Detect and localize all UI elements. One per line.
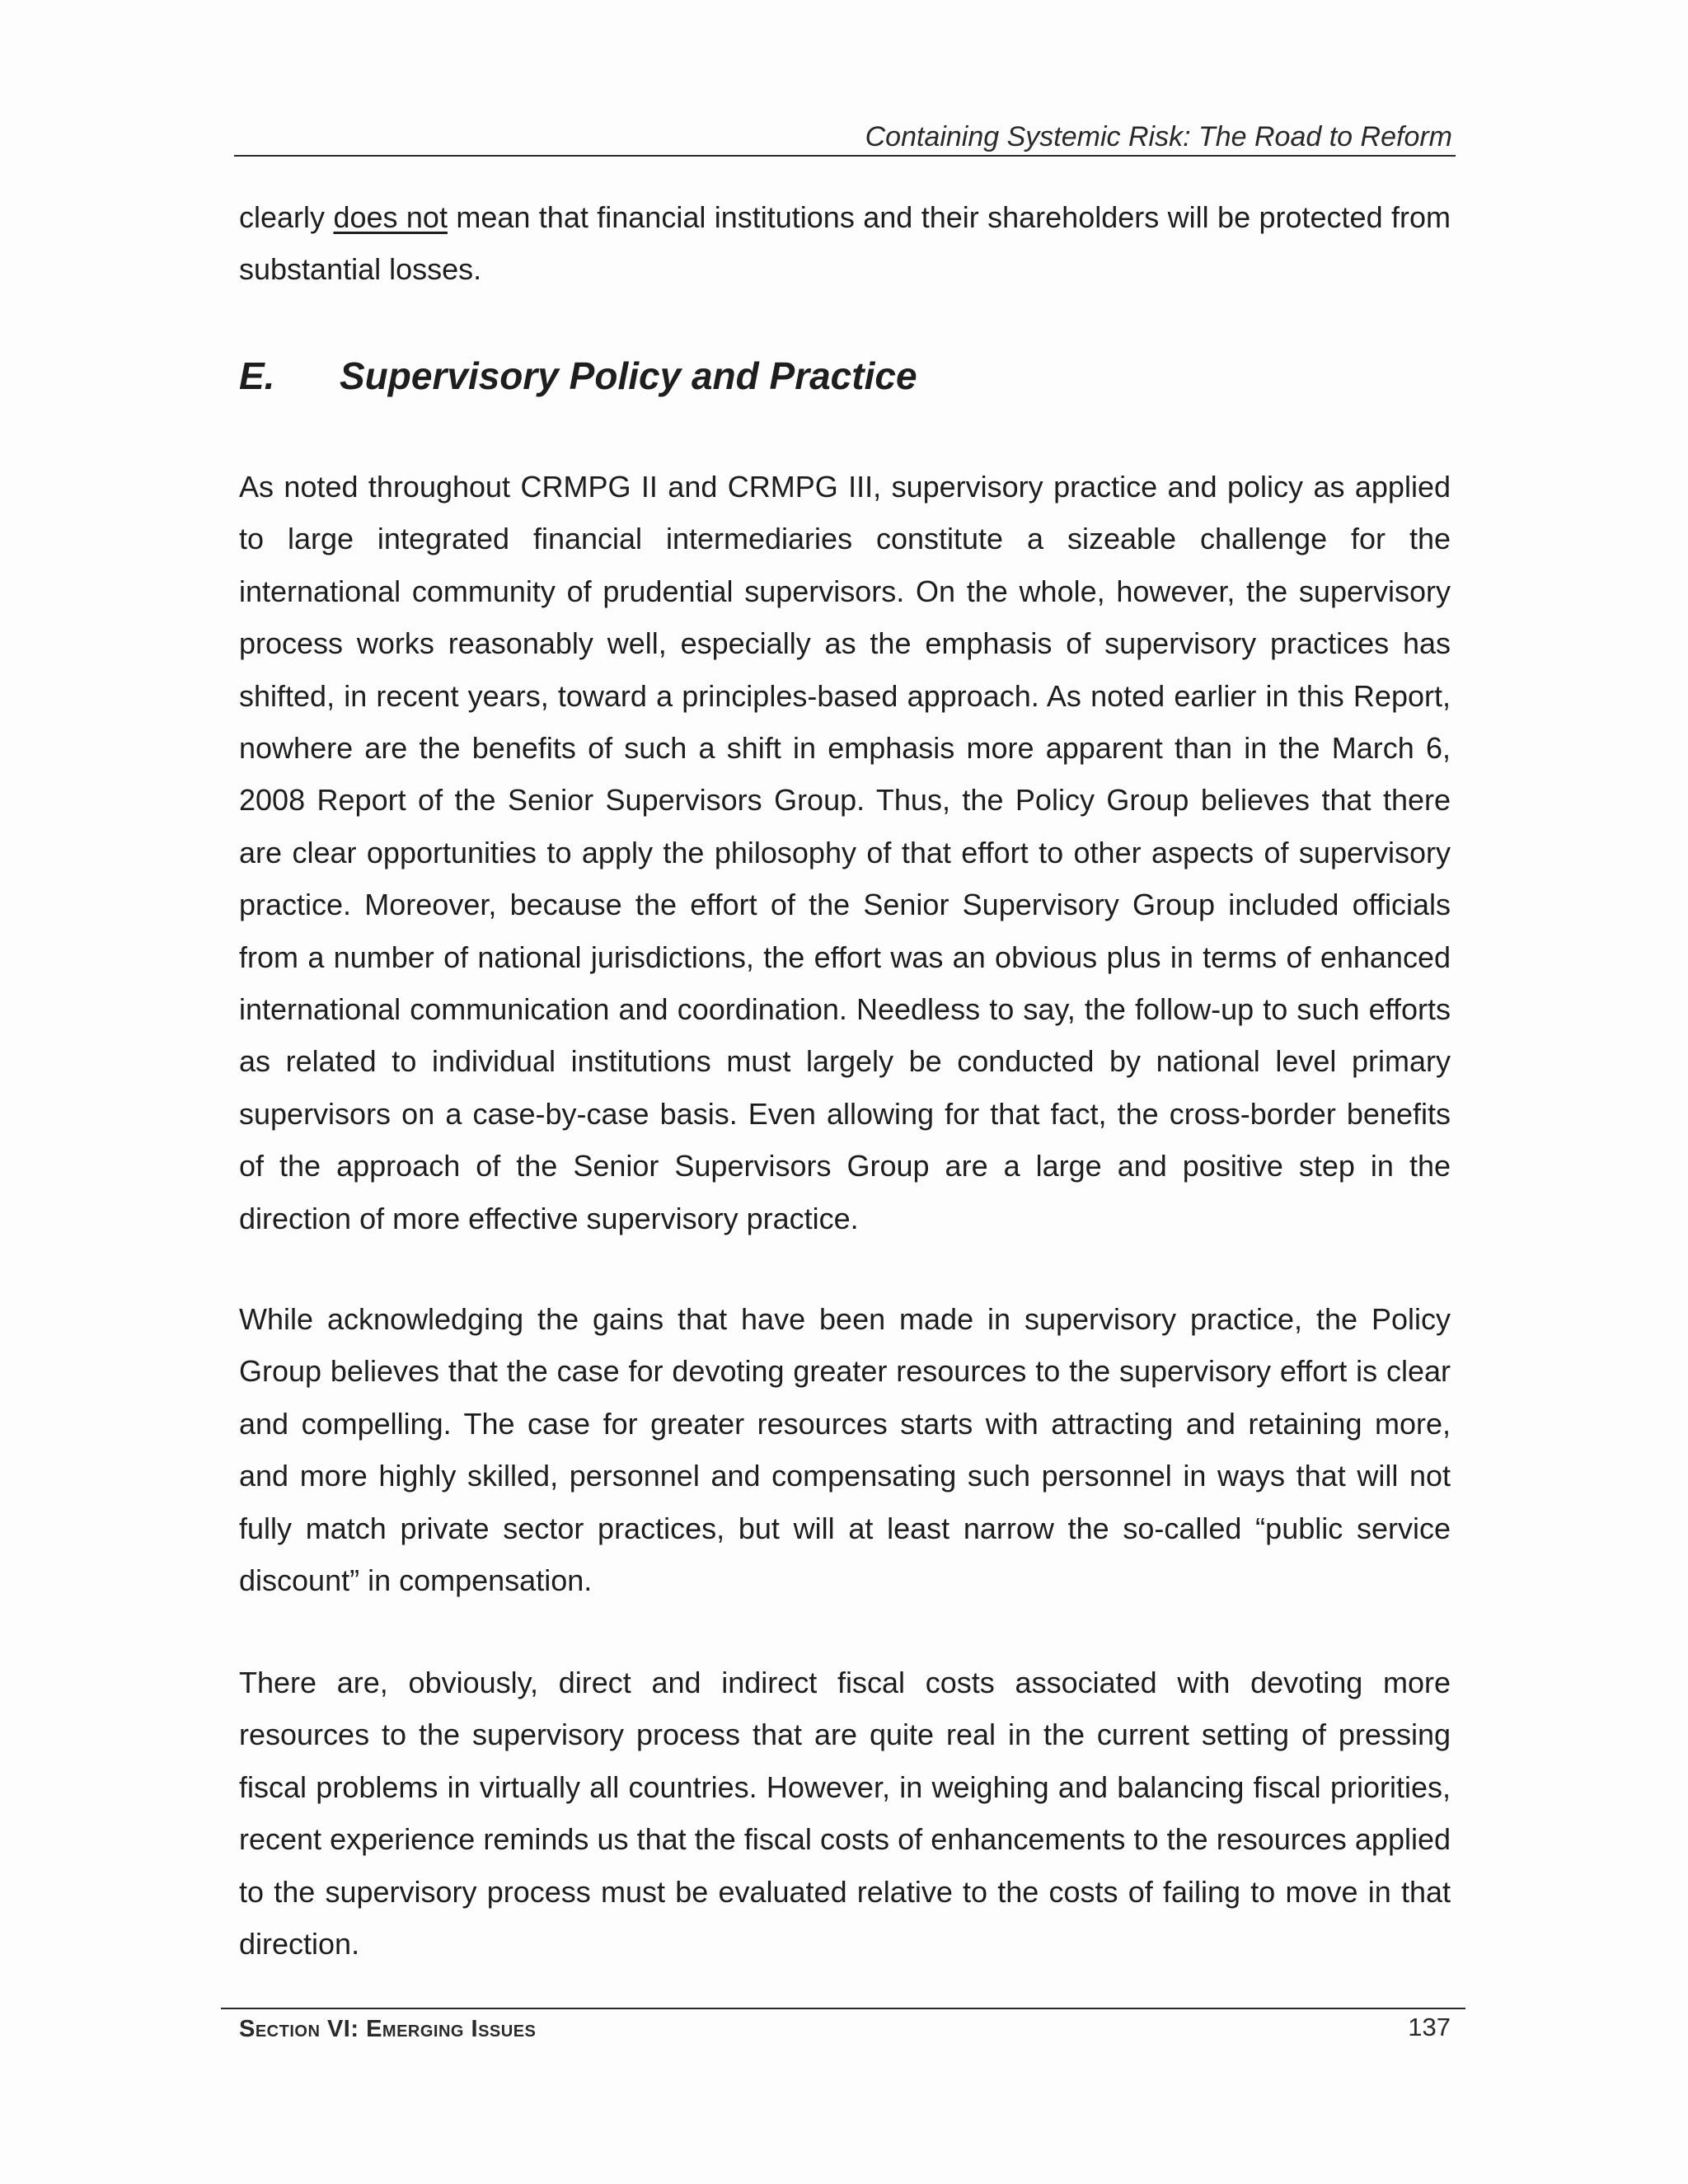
running-header (234, 120, 1456, 157)
section-heading (239, 348, 917, 404)
running-header-title: Containing Systemic Risk: The Road to Reform (865, 121, 1452, 152)
intro-rest: mean that financial institutions and their shareholders will be protected from substantial losses. (239, 200, 1451, 287)
body-paragraph: While acknowledging the gains that have been made in supervisory practice, the Policy Group believes that the case for devoting greater resources to the supervisory effort is clear and compelling. The case for greater resources starts with attracting and retaining more, and more highly skilled, personnel and compensating such personnel in ways that will not fully match private sector practices, but will at least narrow the so-called “public service discount” in compensation. (239, 1302, 1451, 1598)
footer-section-label: Section VI: Emerging Issues (239, 2016, 537, 2042)
section-title: Supervisory Policy and Practice (340, 354, 917, 397)
intro-paragraph (239, 191, 1451, 296)
page-number: 137 (1408, 2013, 1451, 2041)
intro-lead: clearly (239, 200, 334, 234)
page-footer (221, 2008, 1465, 2049)
intro-emphasis: does not (333, 200, 448, 234)
body-paragraph: As noted throughout CRMPG II and CRMPG III, supervisory practice and policy as applied to large integrated financial intermediaries constitute a sizeable challenge for the international community of prudential supervisors. On the whole, however, the supervisory process works reasonably well, especially as the emphasis of supervisory practices has shifted, in recent years, toward a principles-based approach. As noted earlier in this Report, nowhere are the benefits of such a shift in emphasis more apparent than in the March 6, 2008 Report of the Senior Supervisors Group. Thus, the Policy Group believes that there are clear opportunities to apply the philosophy of that effort to other aspects of supervisory practice. Moreover, because the effort of the Senior Supervisory Group included officials from a number of national jurisdictions, the effort was an obvious plus in terms of enhanced international communication and coordination. Needless to say, the follow-up to such efforts as related to individual institutions must largely be conducted by national level primary supervisors on a case-by-case basis. Even allowing for that fact, the cross-border benefits of the approach of the Senior Supervisors Group are a large and positive step in the direction of more effective supervisory practice. (239, 470, 1451, 1235)
body-paragraph: There are, obviously, direct and indirect fiscal costs associated with devoting more resources to the supervisory process that are quite real in the current setting of pressing fiscal problems in virtually all countries. However, in weighing and balancing fiscal priorities, recent experience reminds us that the fiscal costs of enhancements to the resources applied to the supervisory process must be evaluated relative to the costs of failing to move in that direction. (239, 1666, 1451, 1961)
section-letter: E. (239, 354, 275, 397)
